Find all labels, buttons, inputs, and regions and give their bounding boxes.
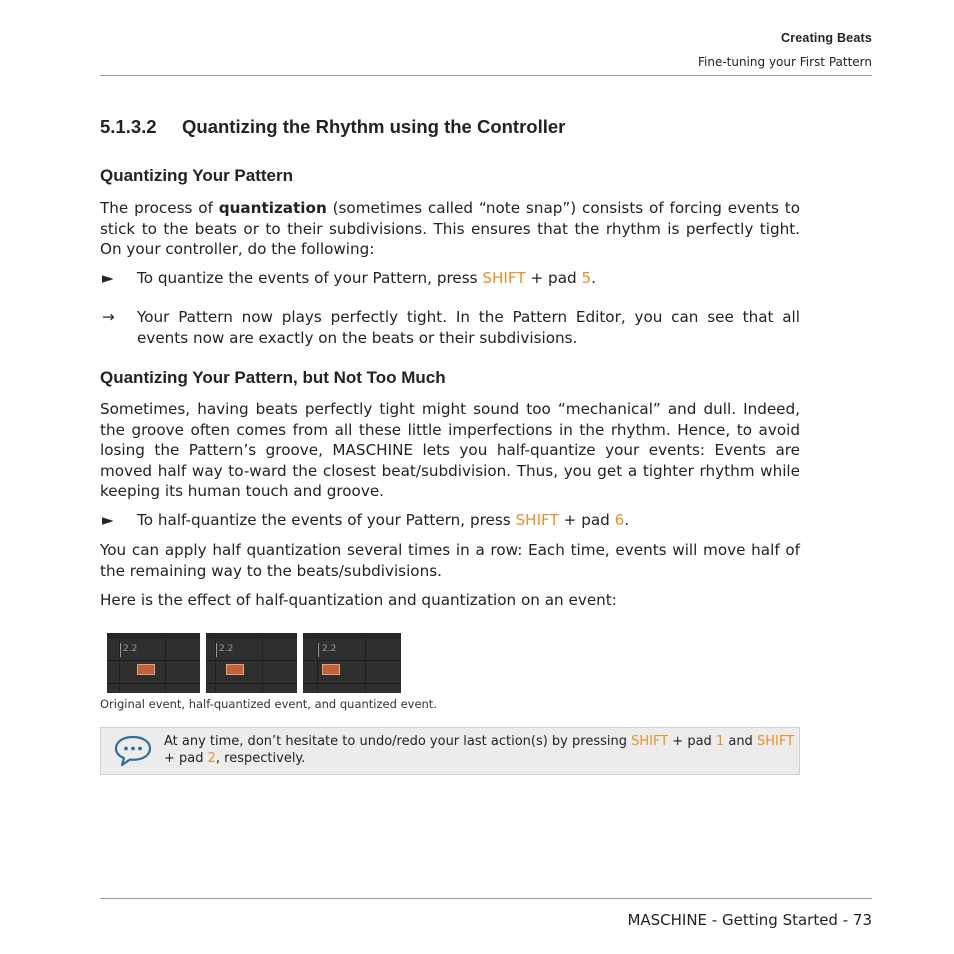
- position-marker: [216, 643, 217, 657]
- footer-rule: [100, 898, 872, 899]
- step-arrow-icon: ►: [102, 269, 114, 287]
- note-event: [137, 664, 155, 675]
- position-marker: [318, 643, 319, 657]
- subheading-not-too-much: Quantizing Your Pattern, but Not Too Much: [100, 368, 446, 387]
- pad-number: 2: [207, 751, 216, 766]
- tip-box: [100, 727, 800, 775]
- marker-label: 2.2: [322, 644, 337, 654]
- marker-label: 2.2: [219, 644, 234, 654]
- figure-half-quantized-event: [206, 633, 297, 693]
- effect-paragraph: Here is the effect of half-quantization and quantization on an event:: [100, 591, 617, 609]
- note-event: [226, 664, 244, 675]
- section-title: Fine-tuning your First Pattern: [697, 55, 872, 69]
- figure-caption: Original event, half-quantized event, and quantized event.: [100, 697, 437, 711]
- step-quantize: ► To quantize the events of your Pattern, press SHIFT + pad 5.: [102, 269, 596, 287]
- half-quantize-paragraph: You can apply half quantization several times in a row: Each time, events will move half of the remaining way to the beats/subdivisions.: [100, 541, 800, 580]
- step-half-quantize: ► To half-quantize the events of your Pattern, press SHIFT + pad 6.: [102, 511, 630, 529]
- result-quantize: → Your Pattern now plays perfectly tight. In the Pattern Editor, you can see that all events now are exactly on the beats or their subdivisions.: [102, 308, 800, 347]
- section-heading: [100, 116, 565, 138]
- position-marker: [120, 643, 121, 657]
- shift-key: SHIFT: [631, 734, 669, 749]
- shift-key: SHIFT: [756, 734, 795, 749]
- result-arrow-icon: →: [102, 308, 115, 326]
- note-event: [322, 664, 340, 675]
- shift-key: SHIFT: [515, 511, 559, 529]
- tip-text: At any time, don’t hesitate to undo/redo your last action(s) by pressing SHIFT + pad 1 and SHIFT + pad 2, respectively.: [164, 734, 795, 766]
- shift-key: SHIFT: [482, 269, 526, 287]
- chapter-title: Creating Beats: [780, 31, 872, 45]
- step-arrow-icon: ►: [102, 511, 114, 529]
- section-number: 5.1.3.2: [100, 116, 157, 137]
- speech-bubble-icon: [113, 734, 153, 768]
- groove-paragraph: Sometimes, having beats perfectly tight might sound too “mechanical” and dull. Indeed, the groove often comes from all these little imperfections in the rhythm. Hence, to avoid losing the Pattern’s groove, MASCHINE lets you half-quantize your events: Events are moved half way to-ward the closest beat/subdivision. Thus, you get a tighter rhythm while keeping its human touch and groove.: [100, 400, 800, 500]
- bold-term: quantization: [218, 199, 327, 217]
- page-footer: MASCHINE - Getting Started - 73: [627, 911, 872, 929]
- subheading-quantizing-pattern: Quantizing Your Pattern: [100, 166, 293, 185]
- intro-paragraph: The process of quantization (sometimes called “note snap”) consists of forcing events to stick to the beats or to their subdivisions. This ensures that the rhythm is perfectly tight. On your controller, do the following:: [100, 199, 800, 258]
- pad-number: 6: [614, 511, 625, 529]
- figure-quantized-event: [303, 633, 401, 693]
- section-heading-title: Quantizing the Rhythm using the Controller: [182, 116, 566, 137]
- header-rule: [100, 75, 872, 76]
- pad-number: 5: [581, 269, 592, 287]
- figure-original-event: [107, 633, 200, 693]
- marker-label: 2.2: [123, 644, 138, 654]
- pad-number: 1: [715, 734, 725, 749]
